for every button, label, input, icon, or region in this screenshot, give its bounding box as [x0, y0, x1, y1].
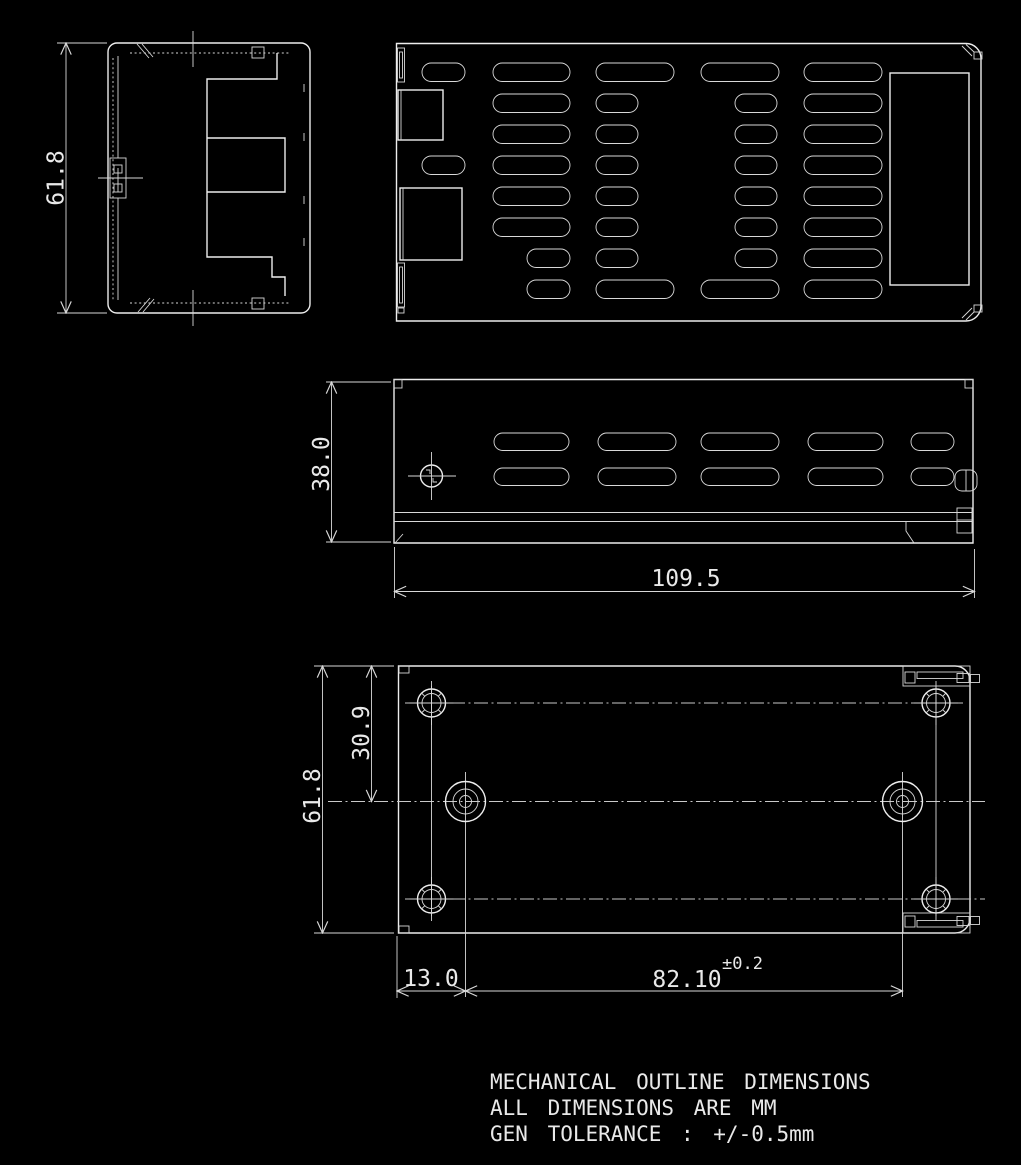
vent-slots: [422, 63, 882, 299]
mount-hole-top-right: [914, 681, 958, 725]
side-mount-boss: [98, 158, 143, 198]
left-edge-brackets: [398, 48, 405, 313]
dim-label-hole-spacing-tolerance: ±0.2: [722, 954, 763, 974]
dim-bottom-height: [300, 666, 394, 933]
top-view-outline: [397, 44, 982, 322]
top-notch: [252, 47, 264, 58]
note-line-1: MECHANICAL OUTLINE DIMENSIONS: [490, 1070, 871, 1094]
corner-screw-details: [962, 45, 982, 321]
cover-seam-lines: [394, 513, 973, 522]
mount-hole-top-left: [410, 681, 454, 725]
end-view: [44, 31, 311, 326]
terminal-cutout: [400, 188, 462, 260]
bottom-notch: [252, 298, 264, 309]
din-tab-top: [903, 666, 980, 686]
hole-centerlines: [328, 686, 985, 997]
dim-label-bottom-height: 61.8: [300, 768, 326, 824]
dim-length: [395, 547, 975, 598]
dim-label-hole-edge-offset: 13.0: [403, 966, 459, 992]
bottom-view-outline: [399, 666, 971, 933]
drawing-notes: [490, 1070, 871, 1146]
side-hole-marker: [408, 452, 456, 500]
dim-side-height: [309, 382, 391, 542]
dim-hole-spacing: [466, 954, 903, 993]
mount-hole-bottom-left: [410, 877, 454, 921]
dim-end-height: [44, 43, 108, 313]
side-vent-slots: [494, 433, 954, 486]
dim-label-end-height: 61.8: [43, 150, 70, 206]
dim-label-hole-row-offset: 30.9: [349, 705, 375, 761]
note-line-3: GEN TOLERANCE : +/-0.5mm: [490, 1122, 815, 1146]
side-view-outline: [394, 380, 973, 544]
hidden-edge-lines: [130, 53, 290, 303]
dim-hole-edge-offset: [397, 936, 466, 998]
boss-crosshair-icon: [98, 168, 143, 192]
dim-label-length: 109.5: [651, 566, 721, 592]
ac-inlet-cutout: [398, 90, 443, 140]
bottom-view: [300, 666, 985, 998]
chassis-section-profile: [207, 53, 285, 296]
label-area: [890, 73, 969, 285]
mount-hole-bottom-right: [914, 877, 958, 921]
din-tab-bottom: [903, 913, 980, 933]
note-line-2: ALL DIMENSIONS ARE MM: [490, 1096, 777, 1120]
side-view: [309, 380, 977, 599]
dim-hole-row-offset: [349, 666, 375, 802]
top-view: [397, 44, 983, 322]
dim-label-hole-spacing: 82.10: [652, 967, 722, 993]
dim-label-side-height: 38.0: [309, 436, 335, 492]
